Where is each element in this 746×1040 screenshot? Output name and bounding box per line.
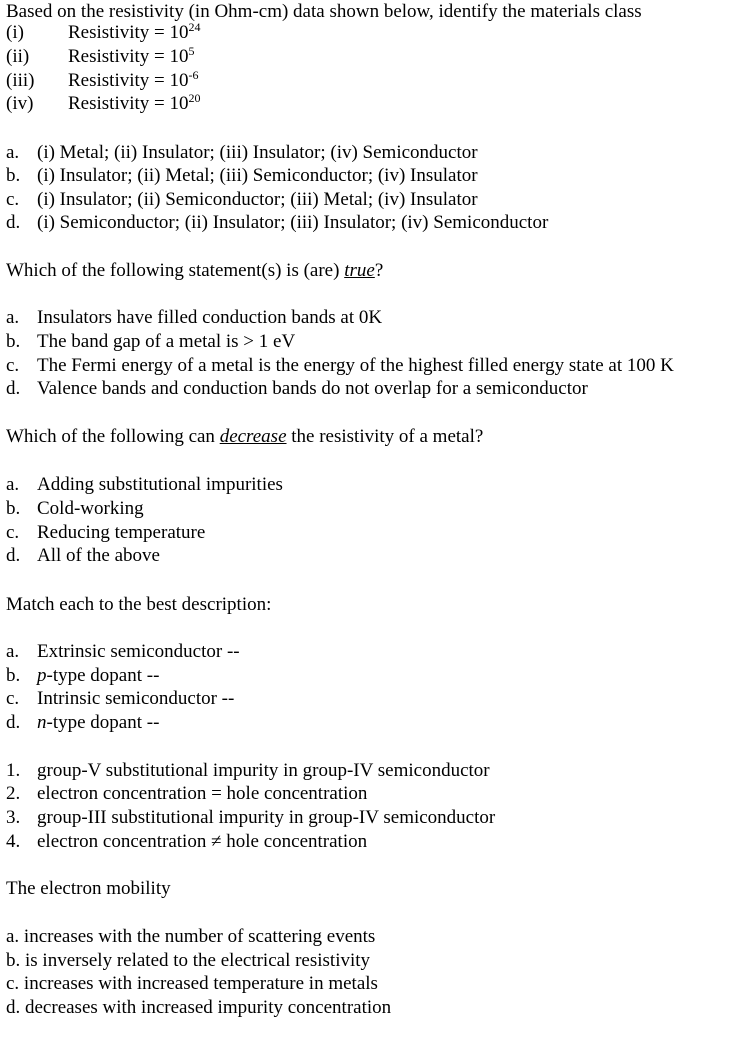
exponent: 5 — [188, 44, 195, 58]
exponent: -6 — [188, 68, 199, 82]
emphasis-true: true — [344, 260, 375, 281]
exponent: 24 — [188, 20, 201, 34]
document-page: Based on the resistivity (in Ohm-cm) data shown below, identify the materials class (i) Resistivity = $10^{24}$ (ii) Resistivity = $10^5$ (iii) Resistivity = $10^{-6}$ (iv) Resistivity = $10^{20}$ a. (i) Metal; (ii) Insulator; (iii) Insulator; (iv) Semiconductor b. (i) Insulator; (ii) Metal; (iii) Semiconductor; (iv) Insulator c. (i) Insulator; (ii) Semiconductor; (iii) Metal; (iv) Insulator d. (i) Semiconductor; (ii) Insulator; (iii) Insulator; (iv) Semiconductor Which of the following statement(s) is (are) true? a. Insulators have filled conduction bands at 0K b. The band gap of a metal is > 1 eV c. The Fermi energy of a metal is the energy of the highest filled energy state at 100 K d. Valence bands and conduction bands do not overlap for a semiconductor Which of the following can decrease the resistivity of a metal? a. Adding substitutional impurities b. Cold-working c. Reducing temperature d. All of the above Match each to the best description: a. Extrinsic semiconductor -- b. p-type dopant -- c. Intrinsic semiconductor -- d. n-type dopant -- 1. group-V substitutional impurity in group-IV semiconductor 2. electron concentration = hole concentration 3. group-III substitutional impurity in group-IV semiconductor 4. electron concentration ≠ hole concentration The electron mobility a. increases with the number of scattering events b. is inversely related to the electrical resistivity c. increases with increased temperature in metals d. decreases with increased impurity concentration — [6, 1, 674, 1018]
exponent: 20 — [188, 91, 201, 105]
emphasis-decrease: decrease — [219, 426, 287, 447]
